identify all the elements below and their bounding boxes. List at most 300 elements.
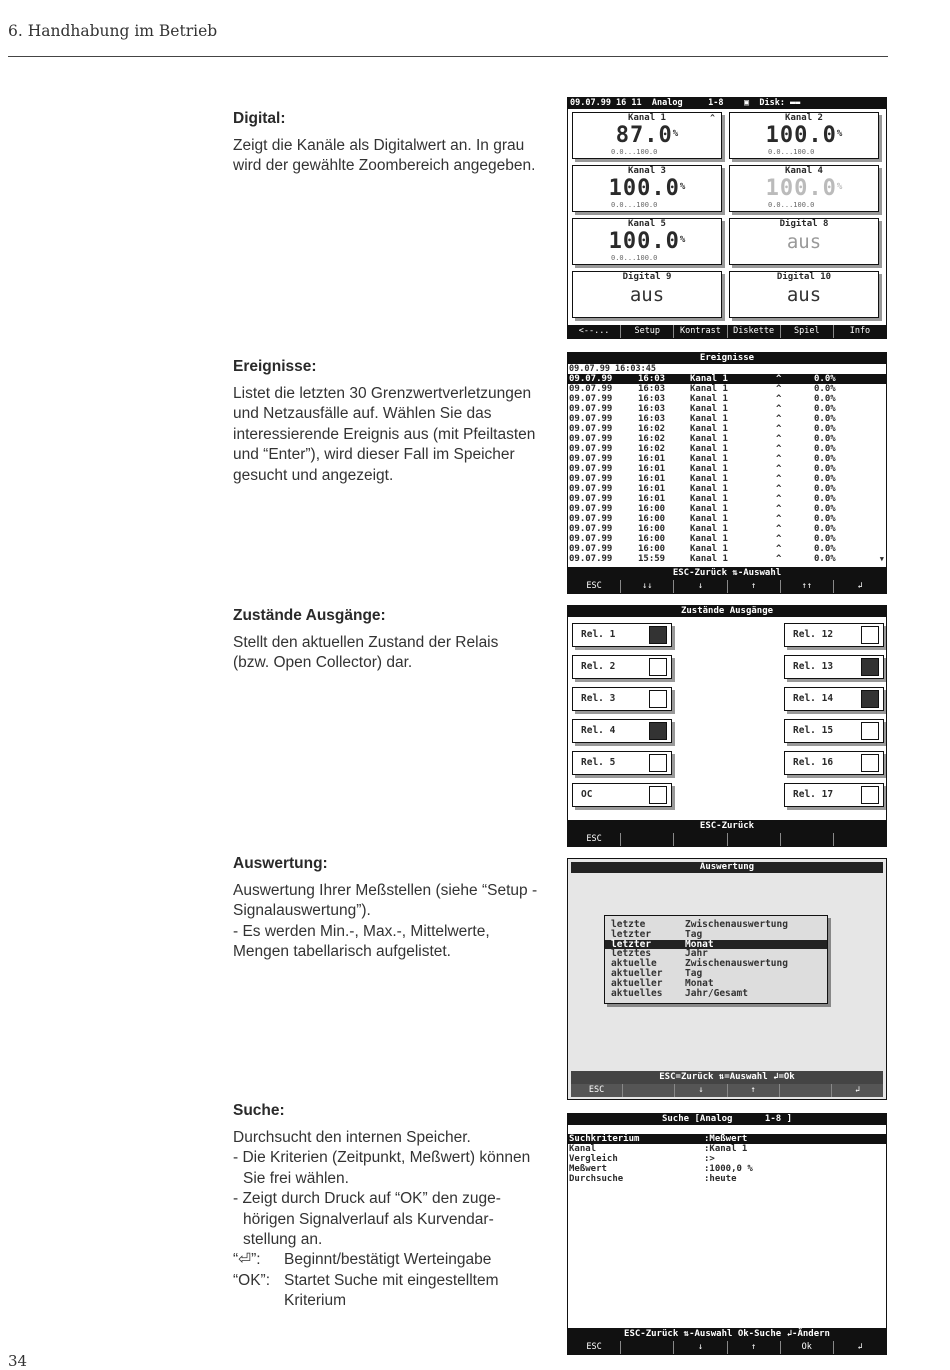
event-cell: Kanal 1 — [690, 514, 728, 524]
section-text-line: und Netzausfälle auf. Wählen Sie das — [233, 405, 492, 423]
section-text-line: Sie frei wählen. — [243, 1169, 349, 1187]
event-cell: ^ — [776, 454, 782, 464]
tile-value — [730, 123, 878, 147]
header-rule — [8, 56, 888, 57]
relay-state-box — [649, 690, 667, 708]
event-cell: ^ — [776, 524, 782, 534]
criterion-label: Kanal — [569, 1144, 597, 1154]
event-cell: ^ — [776, 414, 782, 424]
evaluation-menu — [604, 915, 828, 1004]
section-title: Zustände Ausgänge: — [233, 607, 386, 624]
event-cell: 0.0% — [814, 544, 836, 554]
digital-tile — [572, 271, 722, 318]
event-cell: Kanal 1 — [690, 414, 728, 424]
softkey-button[interactable]: ESC — [568, 1341, 621, 1354]
tile-title: Kanal 5 — [628, 219, 666, 229]
event-cell: ^ — [776, 394, 782, 404]
softkey-button[interactable]: ESC — [571, 1084, 623, 1097]
zoom-range: 0.0...100.0 — [768, 148, 815, 156]
key-text: Beginnt/bestätigt Werteingabe — [284, 1251, 492, 1269]
softkey-button[interactable]: ↲ — [857, 581, 863, 591]
section-zustaende — [233, 607, 568, 674]
section-title: Digital: — [233, 110, 286, 127]
channel-tile — [572, 165, 722, 212]
event-cell: 09.07.99 — [569, 454, 613, 464]
event-cell: 0.0% — [814, 384, 836, 394]
softkey-bar — [568, 580, 886, 593]
event-row[interactable] — [568, 414, 886, 424]
event-cell: 0.0% — [814, 454, 836, 464]
event-cell: 16:03 — [638, 374, 666, 384]
section-text-line: Durchsucht den internen Speicher. — [233, 1129, 471, 1146]
event-cell: 09.07.99 — [569, 434, 613, 444]
page-number: 34 — [8, 1352, 28, 1370]
relay-label: Rel. 3 — [581, 693, 616, 704]
relay-state-box — [861, 754, 879, 772]
menu-item-period: letzte — [611, 919, 646, 930]
event-cell: Kanal 1 — [690, 424, 728, 434]
channel-tile — [729, 112, 879, 159]
event-cell: 09.07.99 — [569, 494, 613, 504]
relay-indicator — [784, 719, 884, 743]
event-cell: Kanal 1 — [690, 484, 728, 494]
relay-label: Rel. 5 — [581, 757, 616, 768]
event-cell: Kanal 1 — [690, 474, 728, 484]
relay-state-box — [649, 722, 667, 740]
event-row[interactable] — [568, 544, 886, 554]
event-cell: ^ — [776, 514, 782, 524]
event-cell: ^ — [776, 384, 782, 394]
event-cell: 09.07.99 — [569, 504, 613, 514]
softkey-button[interactable]: Spiel — [781, 325, 834, 338]
event-cell: 0.0% — [814, 534, 836, 544]
zoom-range: 0.0...100.0 — [611, 148, 658, 156]
menu-item-period: letzter — [611, 928, 652, 940]
event-cell: 16:02 — [638, 424, 666, 434]
event-cell: 0.0% — [814, 554, 836, 564]
relay-indicator — [784, 687, 884, 711]
event-cell: Kanal 1 — [690, 464, 728, 474]
event-cell: 16:03 — [638, 394, 666, 404]
tile-title: Kanal 4 — [785, 166, 823, 176]
relay-state-box — [649, 754, 667, 772]
softkey-button[interactable]: ↲ — [857, 1342, 863, 1352]
section-text-line: - Zeigt durch Druck auf “OK” den zuge- — [233, 1190, 501, 1208]
screen-title: Auswertung — [571, 862, 883, 873]
screen-auswertung — [567, 858, 887, 1100]
page-header: 6. Handhabung im Betrieb — [8, 22, 218, 40]
key-text: Kriterium — [284, 1292, 347, 1310]
softkey-bar — [568, 1341, 886, 1354]
section-text-line: - Die Kriterien (Zeitpunkt, Meßwert) können — [233, 1149, 531, 1167]
event-cell: 16:01 — [638, 494, 666, 504]
tile-value — [730, 176, 878, 200]
softkey-button[interactable]: ↑↑ — [781, 580, 834, 593]
event-row[interactable] — [568, 424, 886, 434]
section-text-line: und “Enter”), wird dieser Fall im Speicher — [233, 446, 515, 464]
tile-value — [573, 123, 721, 147]
key-label: “OK”: — [233, 1271, 271, 1289]
help-bar: ESC=Zurück ⇅=Auswahl ↲=Ok — [571, 1071, 883, 1084]
relay-state-box — [649, 658, 667, 676]
menu-item-type: Jahr — [685, 948, 708, 960]
menu-item-type: Zwischenauswertung — [685, 919, 788, 930]
value-number: 100.0 — [765, 176, 837, 201]
event-cell: 09.07.99 — [569, 384, 613, 394]
softkey-button[interactable] — [781, 833, 834, 846]
event-cell: 09.07.99 — [569, 444, 613, 454]
event-cell: Kanal 1 — [690, 494, 728, 504]
softkey-button[interactable]: Info — [849, 326, 871, 336]
event-cell: ^ — [776, 444, 782, 454]
event-cell: ^ — [776, 404, 782, 414]
tile-value — [573, 229, 721, 253]
softkey-bar — [568, 325, 886, 338]
softkey-bar — [571, 1084, 883, 1097]
menu-item-period: letzter — [611, 938, 652, 950]
criterion-label: Suchkriterium — [569, 1134, 640, 1144]
event-cell: 09.07.99 — [569, 474, 613, 484]
event-cell: 09.07.99 — [569, 514, 613, 524]
section-text-line: hörigen Signalverlauf als Kurvendar- — [243, 1210, 494, 1228]
event-cell: 09.07.99 — [569, 394, 613, 404]
relay-state-box — [861, 658, 879, 676]
menu-item-type: Tag — [685, 967, 703, 979]
digital-tile — [729, 271, 879, 318]
event-row[interactable] — [568, 394, 886, 404]
softkey-button[interactable] — [780, 1084, 832, 1097]
event-cell: Kanal 1 — [690, 384, 728, 394]
event-cell: 09.07.99 — [569, 374, 613, 384]
event-cell: 16:02 — [638, 444, 666, 454]
screen-zustaende — [567, 605, 887, 847]
event-cell: 09.07.99 — [569, 414, 613, 424]
relay-label: Rel. 1 — [581, 629, 616, 640]
criterion-value: :> — [704, 1154, 715, 1164]
event-cell: Kanal 1 — [690, 454, 728, 464]
menu-item-type: Jahr/Gesamt — [685, 987, 748, 999]
screen-digital — [567, 97, 887, 339]
event-row[interactable] — [568, 484, 886, 494]
event-cell: 09.07.99 — [569, 554, 613, 564]
softkey-button[interactable] — [674, 833, 727, 846]
section-text-line: gesucht und angezeigt. — [233, 466, 394, 484]
event-cell: 0.0% — [814, 394, 836, 404]
event-cell: Kanal 1 — [690, 374, 728, 384]
softkey-button[interactable]: ↑ — [728, 1341, 781, 1354]
section-title: Suche: — [233, 1102, 285, 1119]
softkey-button[interactable] — [621, 1341, 674, 1354]
value-unit: % — [679, 235, 686, 245]
softkey-button[interactable]: Setup — [621, 325, 674, 338]
relay-label: Rel. 13 — [793, 661, 834, 672]
event-row[interactable] — [568, 374, 886, 384]
value-unit: % — [836, 129, 843, 139]
screen-ereignisse — [567, 352, 887, 594]
event-cell: ^ — [776, 424, 782, 434]
event-cell: 09.07.99 — [569, 524, 613, 534]
event-cell: 16:00 — [638, 514, 666, 524]
event-cell: 16:02 — [638, 434, 666, 444]
criterion-value: :Kanal 1 — [704, 1144, 748, 1154]
digital-state: aus — [786, 284, 822, 306]
digital-state: aus — [786, 231, 822, 253]
section-suche — [233, 1102, 568, 1312]
event-row[interactable] — [568, 524, 886, 534]
event-cell: Kanal 1 — [690, 504, 728, 514]
section-auswertung — [233, 855, 568, 963]
section-digital — [233, 110, 568, 177]
event-cell: 16:03 — [638, 414, 666, 424]
zoom-range: 0.0...100.0 — [611, 201, 658, 209]
event-cell: 09.07.99 — [569, 484, 613, 494]
softkey-button[interactable]: ↓ — [674, 1341, 727, 1354]
screen-title: Zustände Ausgänge — [568, 606, 886, 617]
relay-indicator — [572, 687, 672, 711]
softkey-button[interactable]: ESC — [568, 580, 621, 593]
value-unit: % — [672, 129, 679, 139]
relay-label: Rel. 16 — [793, 757, 834, 768]
event-row[interactable] — [568, 534, 886, 544]
tile-title: Kanal 3 — [628, 166, 666, 176]
softkey-button[interactable]: Kontrast — [674, 325, 727, 338]
event-cell: 09.07.99 — [569, 404, 613, 414]
softkey-button[interactable]: ↑ — [728, 1084, 780, 1097]
relay-indicator — [784, 783, 884, 807]
section-text-line: Zeigt die Kanäle als Digitalwert an. In grau — [233, 137, 525, 154]
section-text-line: Mengen tabellarisch aufgelistet. — [233, 943, 451, 961]
search-criterion-row[interactable] — [568, 1174, 886, 1184]
event-cell: 16:03 — [638, 404, 666, 414]
tile-title: Digital 8 — [779, 219, 829, 229]
softkey-button[interactable]: ESC — [568, 833, 621, 846]
section-title: Ereignisse: — [233, 358, 317, 375]
event-cell: 09.07.99 — [569, 544, 613, 554]
channel-tile — [572, 218, 722, 265]
event-cell: 16:01 — [638, 484, 666, 494]
event-cell: ^ — [776, 474, 782, 484]
menu-item-type: Monat — [685, 977, 714, 989]
section-text-line: - Es werden Min.-, Max.-, Mittelwerte, — [233, 922, 490, 940]
event-cell: 0.0% — [814, 414, 836, 424]
softkey-button[interactable]: Ok — [781, 1341, 834, 1354]
event-cell: 09.07.99 — [569, 464, 613, 474]
relay-indicator — [572, 783, 672, 807]
event-cell: 0.0% — [814, 404, 836, 414]
softkey-button[interactable]: <--... — [568, 325, 621, 338]
menu-item-type: Monat — [685, 938, 714, 950]
section-text-line: interessierende Ereignis aus (mit Pfeiltasten — [233, 425, 536, 443]
menu-item[interactable] — [605, 989, 827, 999]
event-cell: 16:00 — [638, 504, 666, 514]
screen-suche — [567, 1113, 887, 1355]
screen-title: Ereignisse — [568, 353, 886, 364]
event-cell: 0.0% — [814, 474, 836, 484]
softkey-button[interactable]: ↑ — [728, 580, 781, 593]
search-criterion-row[interactable] — [568, 1134, 886, 1144]
value-number: 100.0 — [608, 229, 680, 254]
event-cell: Kanal 1 — [690, 394, 728, 404]
event-cell: 0.0% — [814, 504, 836, 514]
section-text-line: (bzw. Open Collector) dar. — [233, 654, 413, 672]
limit-marker-icon: ^ — [710, 113, 715, 122]
event-cell: 0.0% — [814, 484, 836, 494]
help-bar: ESC-Zurück ⇅-Auswahl — [568, 567, 886, 580]
search-criterion-row[interactable] — [568, 1144, 886, 1154]
event-row[interactable] — [568, 504, 886, 514]
event-cell: 0.0% — [814, 374, 836, 384]
event-cell: ^ — [776, 484, 782, 494]
search-criterion-row[interactable] — [568, 1154, 886, 1164]
event-row[interactable] — [568, 494, 886, 504]
softkey-button[interactable] — [834, 833, 886, 846]
event-cell: 09.07.99 — [569, 424, 613, 434]
event-cell: 0.0% — [814, 524, 836, 534]
relay-indicator — [572, 751, 672, 775]
relay-label: Rel. 17 — [793, 789, 834, 800]
tile-value — [573, 176, 721, 200]
event-cell: Kanal 1 — [690, 544, 728, 554]
relay-label: Rel. 15 — [793, 725, 834, 736]
event-row[interactable] — [568, 384, 886, 394]
relay-label: Rel. 14 — [793, 693, 834, 704]
channel-tile — [729, 165, 879, 212]
key-label: “⏎”: — [233, 1251, 261, 1269]
section-text-line: wird der gewählte Zoombereich angegeben. — [233, 157, 536, 175]
tile-title: Kanal 2 — [785, 113, 823, 123]
screen-subtitle: 09.07.99 16:03:45 — [569, 364, 656, 374]
zoom-range: 0.0...100.0 — [611, 254, 658, 262]
event-cell: ^ — [776, 534, 782, 544]
event-row[interactable] — [568, 554, 886, 564]
event-cell: 15:59 — [638, 554, 666, 564]
value-number: 100.0 — [608, 176, 680, 201]
relay-state-box — [861, 786, 879, 804]
digital-tile — [729, 218, 879, 265]
section-text-line: Signalauswertung”). — [233, 902, 371, 920]
criterion-value: :1000,0 % — [704, 1164, 753, 1174]
key-description — [233, 1250, 568, 1270]
criterion-value: :heute — [704, 1174, 737, 1184]
softkey-button[interactable]: ↲ — [854, 1085, 860, 1095]
channel-tile — [572, 112, 722, 159]
softkey-button[interactable] — [623, 1084, 675, 1097]
value-number: 87.0 — [615, 123, 673, 148]
tile-title: Digital 9 — [622, 272, 672, 282]
event-cell: 16:03 — [638, 384, 666, 394]
event-cell: 0.0% — [814, 514, 836, 524]
event-row[interactable] — [568, 514, 886, 524]
event-cell: ^ — [776, 464, 782, 474]
relay-indicator — [572, 719, 672, 743]
criterion-value: :Meßwert — [704, 1134, 748, 1144]
event-row[interactable] — [568, 444, 886, 454]
softkey-button[interactable]: Diskette — [728, 325, 781, 338]
relay-indicator — [784, 751, 884, 775]
relay-state-box — [649, 626, 667, 644]
status-bar: 09.07.99 16 11 Analog 1-8 ▣ Disk: ▬▬ — [568, 98, 886, 109]
event-cell: ^ — [776, 504, 782, 514]
section-text-line: Auswertung Ihrer Meßstellen (siehe “Setup - — [233, 882, 538, 899]
softkey-button[interactable]: ↓↓ — [621, 580, 674, 593]
event-cell: 0.0% — [814, 424, 836, 434]
value-unit: % — [679, 182, 686, 192]
relay-state-box — [861, 690, 879, 708]
key-text: Startet Suche mit eingestelltem — [284, 1271, 499, 1289]
section-text-line: stellung an. — [243, 1231, 323, 1249]
softkey-button[interactable] — [621, 833, 674, 846]
relay-label: Rel. 12 — [793, 629, 834, 640]
search-criterion-row[interactable] — [568, 1164, 886, 1174]
event-cell: Kanal 1 — [690, 534, 728, 544]
section-ereignisse — [233, 358, 568, 486]
section-title: Auswertung: — [233, 855, 328, 872]
section-text-line: Listet die letzten 30 Grenzwertverletzungen — [233, 385, 532, 402]
relay-state-box — [649, 786, 667, 804]
event-cell: Kanal 1 — [690, 554, 728, 564]
criterion-label: Vergleich — [569, 1154, 618, 1164]
relay-label: Rel. 2 — [581, 661, 616, 672]
menu-item-period: aktueller — [611, 967, 663, 979]
event-cell: Kanal 1 — [690, 524, 728, 534]
relay-indicator — [572, 655, 672, 679]
event-cell: 0.0% — [814, 444, 836, 454]
value-unit: % — [836, 182, 843, 192]
relay-label: OC — [581, 789, 593, 800]
key-description — [233, 1271, 568, 1291]
event-cell: ^ — [776, 434, 782, 444]
value-number: 100.0 — [765, 123, 837, 148]
screen-title: Suche [Analog 1-8 ] — [568, 1114, 886, 1125]
event-cell: Kanal 1 — [690, 404, 728, 414]
event-cell: Kanal 1 — [690, 444, 728, 454]
menu-item-period: aktueller — [611, 977, 663, 989]
criterion-label: Durchsuche — [569, 1174, 624, 1184]
tile-title: Digital 10 — [776, 272, 832, 282]
softkey-button[interactable]: ↓ — [675, 1084, 727, 1097]
event-cell: 16:00 — [638, 544, 666, 554]
event-row[interactable] — [568, 474, 886, 484]
menu-item-period: letztes — [611, 948, 652, 960]
event-row[interactable] — [568, 434, 886, 444]
event-cell: ^ — [776, 544, 782, 554]
section-text-line: Stellt den aktuellen Zustand der Relais — [233, 634, 499, 651]
menu-item-type: Tag — [685, 928, 703, 940]
event-cell: 16:00 — [638, 524, 666, 534]
event-cell: Kanal 1 — [690, 434, 728, 444]
relay-state-box — [861, 626, 879, 644]
digital-state: aus — [629, 284, 665, 306]
menu-item-period: aktuelles — [611, 987, 663, 999]
event-row[interactable] — [568, 404, 886, 414]
scroll-down-icon[interactable]: ▼ — [879, 555, 884, 563]
help-bar: ESC-Zurück — [568, 820, 886, 833]
event-row[interactable] — [568, 464, 886, 474]
criterion-label: Meßwert — [569, 1164, 607, 1174]
softkey-button[interactable] — [728, 833, 781, 846]
event-cell: 09.07.99 — [569, 534, 613, 544]
menu-item-type: Zwischenauswertung — [685, 958, 788, 970]
softkey-button[interactable]: ↓ — [674, 580, 727, 593]
event-cell: 0.0% — [814, 434, 836, 444]
zoom-range: 0.0...100.0 — [768, 201, 815, 209]
event-cell: 0.0% — [814, 494, 836, 504]
event-cell: ^ — [776, 374, 782, 384]
relay-indicator — [784, 655, 884, 679]
tile-title: Kanal 1 — [628, 113, 666, 123]
event-row[interactable] — [568, 454, 886, 464]
event-cell: 16:01 — [638, 464, 666, 474]
